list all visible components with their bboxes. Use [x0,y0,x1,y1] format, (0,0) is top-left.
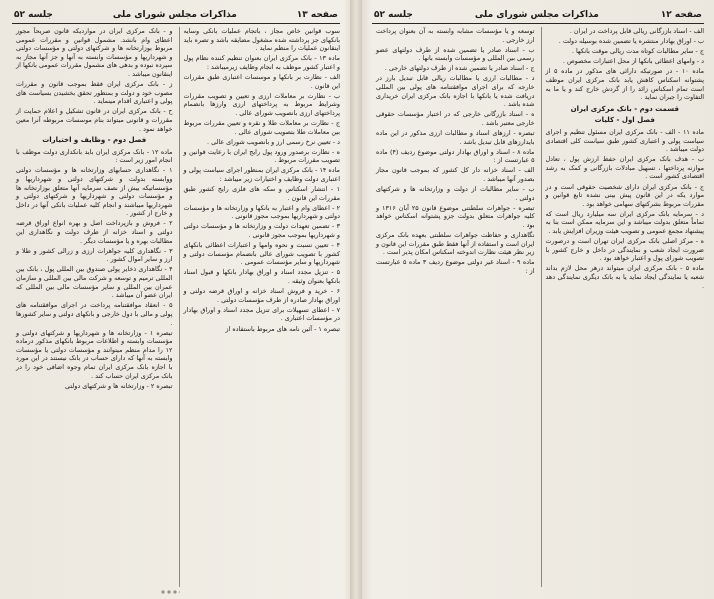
left-page-columns [12,27,340,587]
text-paragraph: تبصره - جواهرات سلطنتی موضوع قانون ۲۵ آبان ۱۳۱۶ و کلیه جواهرات متعلق بدولت جزو پشتوانه اسکناس خواهد بود . [376,203,535,229]
text-paragraph: ز - بانک مرکزی ایران فقط بموجب قانون و مقررات مصوب خود و دولت و بمنظور تحقق بخشیدن بسیاست های پولی و اعتباری اقدام مینماید . [16,80,173,106]
text-paragraph: ه - اسناد بازرگانی خارجی که در اختیار مؤسسات حقوقی خارجی معتبر باشد . [376,110,535,127]
text-paragraph: ماده ۱۲ - بانک مرکزی ایران باید بانکداری دولت موظف با انجام امور زیر است : [16,147,173,165]
text-paragraph: ۲ - فروش و بازپرداخت اصل و بهره انواع اوراق قرضه دولتی و اسناد خزانه از طرف دولت و نگاهداری این مطالبات بهره و یا مؤسسات دیگر . [16,219,173,245]
text-paragraph: قسمت دوم - بانک مرکزی ایران [570,104,679,113]
text-paragraph: ماده ۹ - اسناد غیر دولتی موضوع ردیف ۳ ماده ۵ عبارتست از : [376,258,535,275]
text-paragraph: الف - اسناد خزانه دار کل کشور که بموجب قانون مجاز بصدور آنها میباشد . [376,166,535,183]
text-paragraph: ۶ - خرید و فروش اسناد خزانه و اوراق قرضه دولتی و اوراق بهادار صادره از طرف مؤسسات دولتی . [183,287,340,304]
text-paragraph: ۵ - تنزیل مجدد اسناد و اوراق بهادار بانکها و قبول اسناد بانکها بعنوان وثیقه . [183,268,340,286]
text-paragraph: د - مطالبات ارزی یا مطالبات ریالی قابل تبدیل بارز در خارجه که برای اجرای موافقتنامه های پولی بین المللی دریافت شده یا بانکها با اجازه بانک مرکزی ایران خریداری شده باشد . [376,74,535,109]
text-paragraph: فصل دوم - وظایف و اختیارات [42,136,147,145]
text-paragraph: ج - اسناد صادر یا تضمین شده از طرف دولتهای خارجی . [384,64,535,73]
text-paragraph: نگاهداری و حفاظت جواهرات سلطنتی بعهده بانک مرکزی ایران است و استفاده از آنها فقط طبق مقررات این قانون و زیر نظر هیئت نظارت اندوخته اسکناس امکان پذیر است . [376,231,535,257]
text-paragraph: ۳ - تضمین تعهدات دولت و وزارتخانه ها و مؤسسات دولتی و شهرداریها بموجب مجوز قانونی . [183,222,340,240]
text-paragraph: تبصره ۱ - آئین نامه های مربوط باستفاده از [225,324,340,333]
text-paragraph: ماده ۱۰ - در صورتیکه دارائی های مذکور در ماده ۵ از پشتوانه اسکناس کاهش یابد بانک مرکزی ایران موظف است تمام اسکناس زائد را از گردش خارج کند و یا ما به التفاوت را جبران نماید . [545,67,704,102]
right-page [362,0,714,599]
text-paragraph: الف - اسناد بازرگانی ریالی قابل پرداخت در ایران . [569,27,704,35]
text-column [179,27,341,587]
text-paragraph: ح - بانک مرکزی ایران در قانون تشکیل و اعلام حمایت از مقررات و قانونی میتواند بنام موسسات مربوطه آنرا معین خواهد نمود . [16,107,173,133]
text-paragraph: ۴ - نگاهداری ذخایر پولی صندوق بین المللی پول ، بانک بین المللی ترمیم و توسعه و شرکت مالی بین المللی و سازمان عمران بین المللی و سایر مؤسسات مالی بین المللی که ایران عضو آن میباشد . [16,265,173,300]
page-ornament [160,589,180,595]
text-paragraph: د - وامهای اعطائی بانکها از محل اعتبارات مخصوص . [562,57,704,66]
text-paragraph: ۲ - اعطای وام و اعتبار به بانکها و وزارتخانه ها و مؤسسات دولتی و شهرداریها بموجب مجوز قانونی . [183,203,340,221]
text-paragraph: و - بانک مرکزی ایران در مواردیکه قانون صریحاً مجوز اعطای وام بانشد. مشمول قوانین و مقررات عمومی مربوط بوزارتخانه ها و شرکتهای دولتی و مؤسسات دولتی و شهرداریها و مؤسسات وابسته به آنها و جز آنها مجاز به سپرده نبوده و بدهی های مشمول مقررات عمومی بانکها از اینقانون میباشد . [16,27,173,78]
right-page-columns [372,27,704,587]
text-paragraph: ب - اوراق بهادار منتشره یا تضمین شده بوسیله دولت . [558,37,704,46]
text-paragraph: توسعه و یا مؤسسات مشابه وابسته به آن بعنوان پرداخت ارز خارجی . [376,27,535,44]
text-paragraph: ب - اسناد صادر یا تضمین شده از طرف دولتهای عضو رسمی بین المللی و مؤسسات وابسته بانها . [376,45,535,63]
journal-title: مذاکرات مجلس شورای ملی [112,10,237,20]
text-paragraph: ماده ۵ - بانک مرکزی ایران میتواند درهر محل لازم بداند شعبه یا نمایندگی ایجاد نماید یا به بانک دیگری نمایندگی دهد . [545,264,704,290]
text-paragraph: ج - بانک مرکزی ایران دارای شخصیت حقوقی است و در موارد یکه در این قانون پیش بینی نشده تابع قوانین و مقررات مربوط بشرکتهای سهامی خواهد بود . [545,182,704,208]
text-paragraph: ب - هدف بانک مرکزی ایران حفظ ارزش پول ، تعادل موازنه پرداختها ، تسهیل مبادلات بازرگانی و کمک به رشد اقتصادی کشور است . [545,155,704,181]
text-paragraph: ب - نظارت بر معاملات ارزی و تعیین و تصویب مقررات وشرایط مربوط به پرداختهای ارزی وارزها بانضمام پرداختهای ارزی بانصویب شورای عالی . [183,91,340,117]
text-paragraph: ماده ۱۴ - بانک مرکزی ایران بمنظور اجرای سیاست پولی و اعتباری دولت وظایف و اختیارات زیر میباشد : [183,166,340,183]
text-paragraph: ۳ - نگاهداری کلیه جواهرات ارزی و زرالی کشور و طلا و ارز و سایر اموال کشور . [16,246,173,264]
text-paragraph: ماده ۸ - اسناد و اوراق بهادار دولتی موضوع ردیف (۴) ماده ۵ عبارتست از : [376,147,535,165]
text-paragraph: ۷ - اعطای تسهیلات برای تنزیل مجدد اسناد و اوراق بهادار در مؤسسات اعتباری . [183,305,340,323]
text-column [12,27,173,587]
text-paragraph: فصل اول - کلیات [594,116,655,125]
book-gutter [350,0,362,599]
text-paragraph: تبصره - ارزهای اسناد و مطالبات ارزی مذکور در این ماده بایدارزهای قابل تبدیل باشد . [376,129,535,146]
text-paragraph: ه - نظارت برصدور ورود پول رایج ایران با رعایت قوانین و تصویب مقررات مربوط . [183,147,340,165]
left-page [0,0,350,599]
text-paragraph: د - سرمایه بانک مرکزی ایران سه میلیارد ریال است که تماماً متعلق بدولت میباشد و این سرمایه ممکن است بنا به پیشنهاد مجمع عمومی و تصویب هیئت وزیران افزایش یابد . [545,209,704,235]
text-paragraph: تبصره ۱ - وزارتخانه ها و شهرداریها و شرکتهای دولتی و مؤسسات وابسته و اطلاعات مربوط بانکهای مذکور درماده ۱۲ را مدام منظم میتوانند و مؤسسات دولتی یا مؤسسات وابسته به آنها که دارای حساب در بانک نیستند در این مورد با اجازه بانک مرکزی ایران تمام وجوه اضافی خود را در بانک مرکزی ایران حساب کند . [16,328,173,380]
text-paragraph: ب - سایر مطالبات از دولت و وزارتخانه ها و شرکتهای دولتی . [376,185,535,202]
page-header [372,10,704,24]
text-column [541,27,705,587]
text-paragraph: ۴ - تعیین نسبت و نحوه وامها و اعتبارات اعطائی بانکهای کشور با تصویب شورای عالی بانضمام مؤسسات دولتی و شهرداریها و سایر مؤسسات عمومی . [183,241,340,267]
text-paragraph: تبصره ۲ - وزارتخانه ها و شرکتهای دولتی [65,381,173,390]
text-column [372,27,535,587]
text-paragraph: ۵ - انعقاد موافقتنامه پرداخت در اجرای موافقتنامه های پولی و مالی با دول خارجی و بانکهای دولتی و سایر کشورها . [16,301,173,327]
page-number: صفحه ۱۲ [660,10,702,20]
text-paragraph: ج - سایر مطالبات کوتاه مدت ریالی موقت بانکها . [571,47,704,56]
page-number: صفحه ۱۳ [296,10,338,20]
journal-title: مذاکرات مجلس شورای ملی [474,10,599,20]
text-paragraph: الف - نظارت بر بانکها و موسسات اعتباری طبق مقررات این قانون . [183,72,340,90]
text-paragraph: ماده ۱۳ - بانک مرکزی ایران بعنوان تنظیم کننده نظام پول و اعتبار کشور موظف به انجام وظایف زیرمیباشد : [183,54,340,71]
text-paragraph: سوب قوانین خاص مجاز ، باتجام عملیات بانکی وسایه بانکهای جز پرداشته شده مشغول مضایقه باشد و تصره باید اینقانون عملیات را منظم نماید . [183,27,340,53]
text-paragraph: ماده ۱۱ - الف - بانک مرکزی ایران مسئول تنظیم و اجرای سیاست پولی و اعتباری کشور طبق سیاست کلی اقتصادی دولت میباشد . [545,127,704,154]
page-header [12,10,340,24]
session-number: جلسه ۵۲ [14,10,53,20]
text-paragraph: ه - مرکز اصلی بانک مرکزی ایران تهران است و درصورت ضرورت ایجاد شعب و نمایندگی در داخل و خارج کشور با تصویب شورای پول و اعتبار خواهد بود . [545,237,704,263]
text-paragraph: ۱ - انتشار اسکناس و سکه های فلزی رایج کشور طبق مقررات این قانون . [183,185,340,202]
text-paragraph: ج - نظارت بر معاملات طلا و نقره و تعیین مقررات مربوط بین معاملات طلا بتصویب شورای عالی . [183,118,340,136]
session-number: جلسه ۵۲ [374,10,413,20]
text-paragraph: د - تعیین نرخ رسمی ارز و بانصویب شورای عالی . [207,137,340,146]
text-paragraph: ۱ - نگاهداری حسابهای وزارتخانه ها و مؤسسات دولتی ووابسته بدولت و شرکتهای دولتی و شهرداریها و مؤسساتیکه بیش از نصف سرمایه آنها متعلق بوزارتخانه ها و مؤسسات دولتی و شهرداریها و شرکتهای دولتی و شهرداریها میباشند و انجام کلیه عملیات بانکی آنها در داخل و خارج از کشور . [16,166,173,218]
